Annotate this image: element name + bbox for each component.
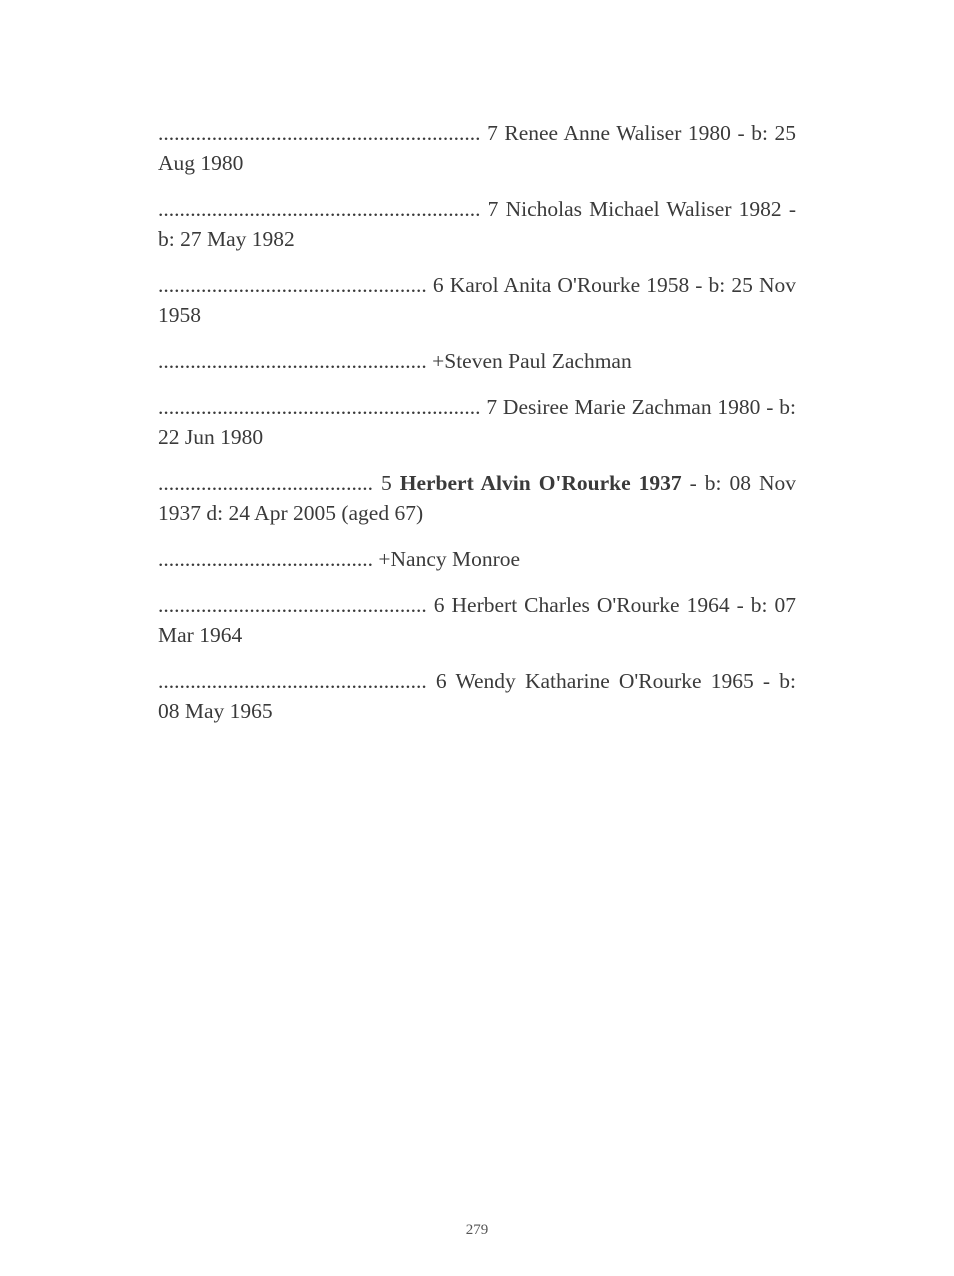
leader-dots: ........................................ — [158, 471, 373, 495]
entry-karol-anita-orourke — [158, 270, 796, 330]
leader-dots: .................................................. — [158, 273, 427, 297]
page-number: 279 — [465, 1222, 489, 1238]
entry-nancy-monroe — [158, 544, 796, 574]
entry-renee-anne-waliser — [158, 118, 796, 178]
entry-text: - b: 08 Nov 1937 d: 24 Apr 2005 (aged 67) — [158, 471, 796, 525]
leader-dots: ............................................................ — [158, 395, 481, 419]
entry-desiree-marie-zachman — [158, 392, 796, 452]
entry-herbert-alvin-orourke — [158, 468, 796, 528]
entry-text: 7 Renee Anne Waliser 1980 - b: 25 Aug 1980 — [158, 121, 796, 175]
entry-text: 6 Herbert Charles O'Rourke 1964 - b: 07 Mar 1964 — [158, 593, 796, 647]
entry-text: 7 Nicholas Michael Waliser 1982 - b: 27 May 1982 — [158, 197, 796, 251]
entry-steven-paul-zachman — [158, 346, 796, 376]
genealogy-list — [158, 118, 796, 742]
entry-text: 6 Wendy Katharine O'Rourke 1965 - b: 08 May 1965 — [158, 669, 796, 723]
leader-dots: .................................................. — [158, 593, 427, 617]
leader-dots: .................................................. — [158, 669, 427, 693]
generation-number: 5 — [373, 471, 400, 495]
entry-wendy-katharine-orourke — [158, 666, 796, 726]
entry-text: 6 Karol Anita O'Rourke 1958 - b: 25 Nov 1958 — [158, 273, 796, 327]
entry-text: +Steven Paul Zachman — [426, 349, 632, 373]
entry-nicholas-michael-waliser — [158, 194, 796, 254]
leader-dots: ........................................ — [158, 547, 373, 571]
leader-dots: ............................................................ — [158, 197, 481, 221]
entry-name-bold: Herbert Alvin O'Rourke 1937 — [399, 471, 682, 495]
leader-dots: .................................................. — [158, 349, 427, 373]
entry-herbert-charles-orourke — [158, 590, 796, 650]
entry-text: +Nancy Monroe — [373, 547, 521, 571]
entry-text: 7 Desiree Marie Zachman 1980 - b: 22 Jun 1980 — [158, 395, 796, 449]
leader-dots: ............................................................ — [158, 121, 481, 145]
